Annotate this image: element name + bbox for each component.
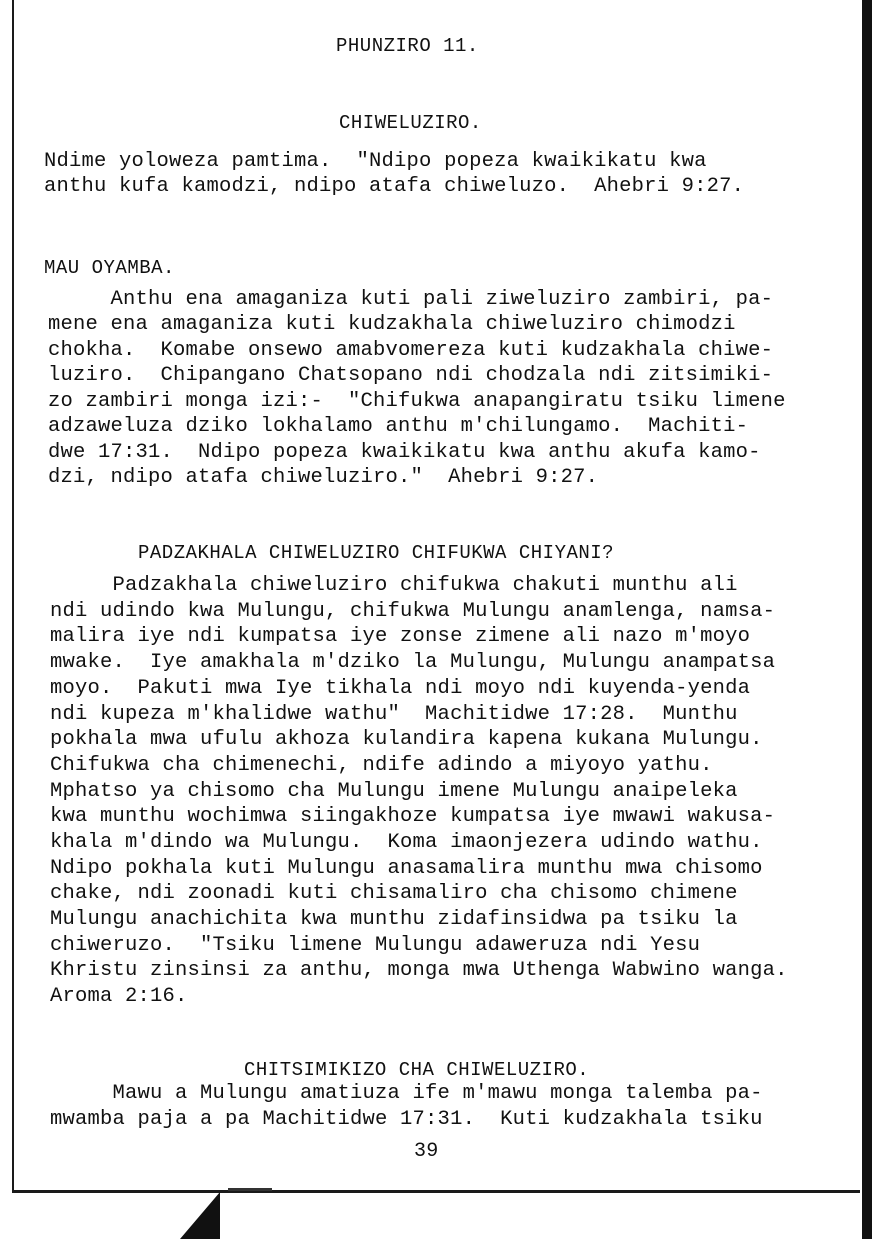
lesson-title: PHUNZIRO 11. [336, 35, 479, 57]
text-line: zo zambiri monga izi:- "Chifukwa anapangiratu tsiku limene [48, 390, 786, 413]
text-line: chokha. Komabe onsewo amabvomereza kuti kudzakhala chiwe- [48, 339, 774, 362]
text-line: mene ena amaganiza kuti kudzakhala chiweluziro chimodzi [48, 313, 736, 336]
text-line: Ndime yolowezа pamtima. "Ndipo popeza kwaikikatu kwa [44, 150, 707, 173]
text-line: Mphatso ya chisomo cha Mulungu imene Mulungu anaipeleka [50, 780, 738, 803]
text-line: mwake. Iye amakhala m'dziko la Mulungu, Mulungu anampatsa [50, 651, 776, 674]
text-line: Ndipo pokhala kuti Mulungu anasamalira munthu mwa chisomo [50, 857, 763, 880]
text-line: anthu kufa kamodzi, ndipo atafa chiweluzo. Ahebri 9:27. [44, 175, 745, 198]
text-line: Chifukwa cha chimenechi, ndife adindo a miyoyo yathu. [50, 754, 713, 777]
text-line: chake, ndi zoonadi kuti chisamaliro cha chisomo chimene [50, 882, 738, 905]
document-page [12, 0, 860, 1193]
text-line: malira iye ndi kumpatsa iye zonse zimene ali nazo m'moyo [50, 625, 751, 648]
ink-blot [228, 1188, 272, 1191]
section-title: CHIWELUZIRO. [339, 112, 482, 134]
text-line: Aroma 2:16. [50, 985, 188, 1008]
text-line: ndi kupeza m'khalidwe wathu" Machitidwe 17:28. Munthu [50, 703, 738, 726]
text-line: Padzakhala chiweluziro chifukwa chakuti munthu ali [50, 574, 738, 597]
text-line: dzi, ndipo atafa chiweluziro." Ahebri 9:27. [48, 466, 599, 489]
text-line: chiweruzo. "Tsiku limene Mulungu adaweruza ndi Yesu [50, 934, 701, 957]
text-line: ndi udindo kwa Mulungu, chifukwa Mulungu anamlenga, namsa- [50, 600, 776, 623]
text-line: Khristu zinsinsi za anthu, monga mwa Uthenga Wabwino wanga. [50, 959, 788, 982]
text-line: kwa munthu wochimwa siingakhoze kumpatsa iye mwawi wakusa- [50, 805, 776, 828]
scan-edge-shadow [862, 0, 872, 1239]
text-line: luziro. Chipangano Chatsopano ndi chodzala ndi zitsimiki- [48, 364, 774, 387]
text-line: Mulungu anachichita kwa munthu zidafinsidwa pa tsiku la [50, 908, 738, 931]
why-heading: PADZAKHALA CHIWELUZIRO CHIFUKWA CHIYANI? [138, 542, 615, 564]
text-line: Anthu ena amaganiza kuti pali ziweluziro zambiri, pa- [48, 288, 774, 311]
text-line: moyo. Pakuti mwa Iye tikhala ndi moyo ndi kuyenda-yenda [50, 677, 751, 700]
text-line: adzaweluza dziko lokhalamo anthu m'chilungamo. Machiti- [48, 415, 749, 438]
text-line: dwe 17:31. Ndipo popeza kwaikikatu kwa anthu akufa kamo- [48, 441, 761, 464]
scan-corner-shadow [180, 1192, 220, 1239]
text-line: mwamba paja a pa Machitidwe 17:31. Kuti kudzakhala tsiku [50, 1108, 763, 1131]
text-line: Mawu a Mulungu amatiuza ife m'mawu monga talemba pa- [50, 1082, 763, 1105]
intro-heading: MAU OYAMBA. [44, 257, 175, 279]
proof-heading: CHITSIMIKIZO CHA CHIWELUZIRO. [244, 1059, 590, 1081]
text-line: pokhala mwa ufulu akhoza kulandira kapena kukana Mulungu. [50, 728, 763, 751]
text-line: khala m'dindo wa Mulungu. Koma imaonjezera udindo wathu. [50, 831, 763, 854]
page-number: 39 [414, 1140, 439, 1163]
